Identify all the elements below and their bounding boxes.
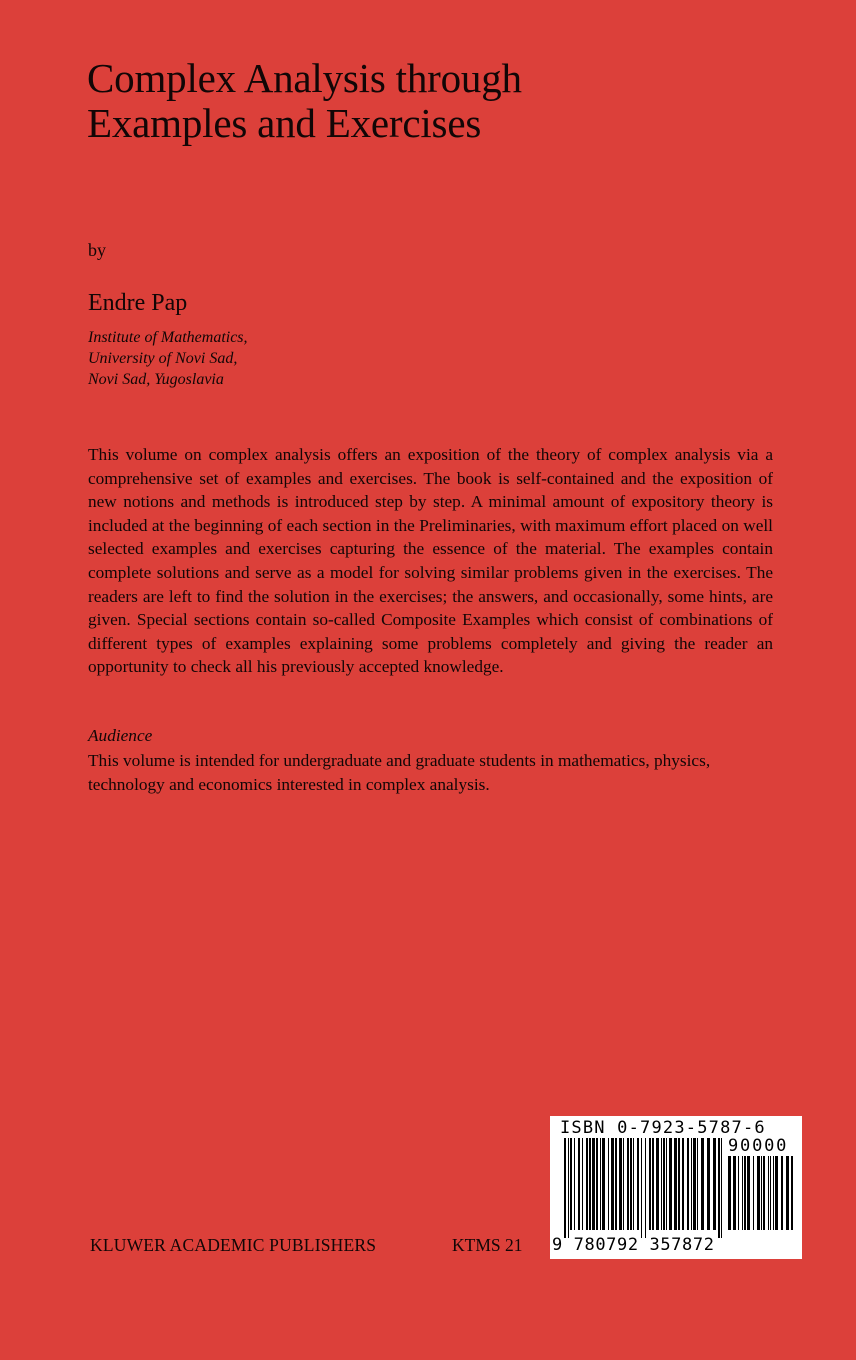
- barcode-bar: [630, 1138, 632, 1230]
- barcode-bar: [641, 1138, 642, 1238]
- barcode-bar: [744, 1156, 746, 1230]
- barcode-bar: [674, 1138, 677, 1230]
- barcode-bar: [602, 1138, 605, 1230]
- affiliation-line-2: University of Novi Sad,: [88, 350, 238, 367]
- barcode-bar: [770, 1156, 771, 1230]
- barcode-bar: [663, 1138, 665, 1230]
- barcode-bar: [721, 1138, 722, 1238]
- title-line-1: Complex Analysis through: [87, 55, 522, 101]
- audience-text: This volume is intended for undergraduate and graduate students in mathematics, physics, technology and economics interested in complex analysis.: [88, 751, 711, 794]
- book-description: This volume on complex analysis offers an exposition of the theory of complex analysis via a comprehensive set of examples and exercises. The book is self-contained and the exposition of new notions and methods is introduced step by step. A minimal amount of expository theory is included at the beginning of each section in the Preliminaries, with maximum effort placed on well selected examples and exercises capturing the essence of the material. The examples contain complete solutions and serve as a model for solving similar problems given in the exercises. The readers are left to find the solution in the exercises; the answers, and occasionally, some hints, are given. Special sections contain so-called Composite Examples which consist of combinations of different types of examples explaining some problems completely and giving the reader an opportunity to check all his previously accepted knowledge.: [88, 445, 773, 677]
- author-name: Endre Pap: [88, 290, 188, 316]
- book-title: [87, 56, 522, 146]
- series-code: KTMS 21: [452, 1235, 523, 1255]
- barcode-bar: [574, 1138, 575, 1230]
- barcode-bar: [637, 1138, 639, 1230]
- barcode-bar: [623, 1138, 624, 1230]
- barcode-bar: [747, 1156, 750, 1230]
- barcode-bar: [693, 1138, 696, 1230]
- barcode-bar: [775, 1156, 778, 1230]
- barcode-bar: [701, 1138, 704, 1230]
- barcode-bar: [661, 1138, 662, 1230]
- ean-number: 9 780792 357872: [552, 1235, 715, 1255]
- barcode-bar: [666, 1138, 667, 1230]
- barcode-bar: [633, 1138, 634, 1230]
- barcode-bar: [738, 1156, 739, 1230]
- barcode-bar: [768, 1156, 769, 1230]
- barcode-bar: [600, 1138, 601, 1230]
- barcode-bar: [781, 1156, 783, 1230]
- barcode-bar: [687, 1138, 689, 1230]
- affiliation-line-3: Novi Sad, Yugoslavia: [88, 371, 224, 388]
- barcode-bar: [718, 1138, 720, 1238]
- barcode-bar: [608, 1138, 609, 1230]
- barcode-bar: [652, 1138, 654, 1230]
- barcode-bar: [645, 1138, 646, 1238]
- barcode-bar: [615, 1138, 617, 1230]
- audience-heading: Audience: [88, 726, 153, 745]
- barcode-bar: [564, 1138, 566, 1238]
- barcode-bar: [570, 1138, 572, 1230]
- barcode-bar: [713, 1138, 716, 1230]
- price-code: 90000: [728, 1136, 789, 1156]
- barcode-bar: [592, 1138, 595, 1230]
- barcode-bar: [728, 1156, 731, 1230]
- barcode-bar: [586, 1138, 588, 1230]
- barcode-bar: [596, 1138, 598, 1230]
- by-label: by: [88, 240, 106, 260]
- title-line-2: Examples and Exercises: [87, 100, 482, 146]
- barcode-bar: [697, 1138, 698, 1230]
- barcode-addon-bars: [728, 1156, 796, 1238]
- barcode-bar: [757, 1156, 760, 1230]
- barcode-bar: [582, 1138, 583, 1230]
- barcode-bar: [627, 1138, 629, 1230]
- barcode-bar: [589, 1138, 591, 1230]
- barcode-bar: [753, 1156, 754, 1230]
- barcode-bar: [786, 1156, 789, 1230]
- barcode-bar: [761, 1156, 762, 1230]
- barcode-bar: [791, 1156, 793, 1230]
- barcode-bar: [773, 1156, 774, 1230]
- barcode-bar: [656, 1138, 659, 1230]
- barcode-bar: [578, 1138, 580, 1230]
- barcode-bar: [619, 1138, 622, 1230]
- affiliation-line-1: Institute of Mathematics,: [88, 329, 248, 346]
- publisher-name: KLUWER ACADEMIC PUBLISHERS: [90, 1235, 377, 1255]
- isbn-barcode: [550, 1116, 802, 1259]
- barcode-bar: [682, 1138, 684, 1230]
- barcode-bar: [733, 1156, 736, 1230]
- barcode-bar: [742, 1156, 743, 1230]
- barcode-bar: [669, 1138, 672, 1230]
- barcode-bar: [707, 1138, 710, 1230]
- barcode-bar: [649, 1138, 651, 1230]
- barcode-bar: [678, 1138, 680, 1230]
- barcode-bars: [564, 1138, 722, 1238]
- barcode-bar: [763, 1156, 765, 1230]
- barcode-bar: [691, 1138, 692, 1230]
- isbn-number: ISBN 0-7923-5787-6: [560, 1118, 766, 1138]
- barcode-bar: [568, 1138, 569, 1238]
- author-affiliation: [88, 327, 248, 390]
- barcode-bar: [611, 1138, 614, 1230]
